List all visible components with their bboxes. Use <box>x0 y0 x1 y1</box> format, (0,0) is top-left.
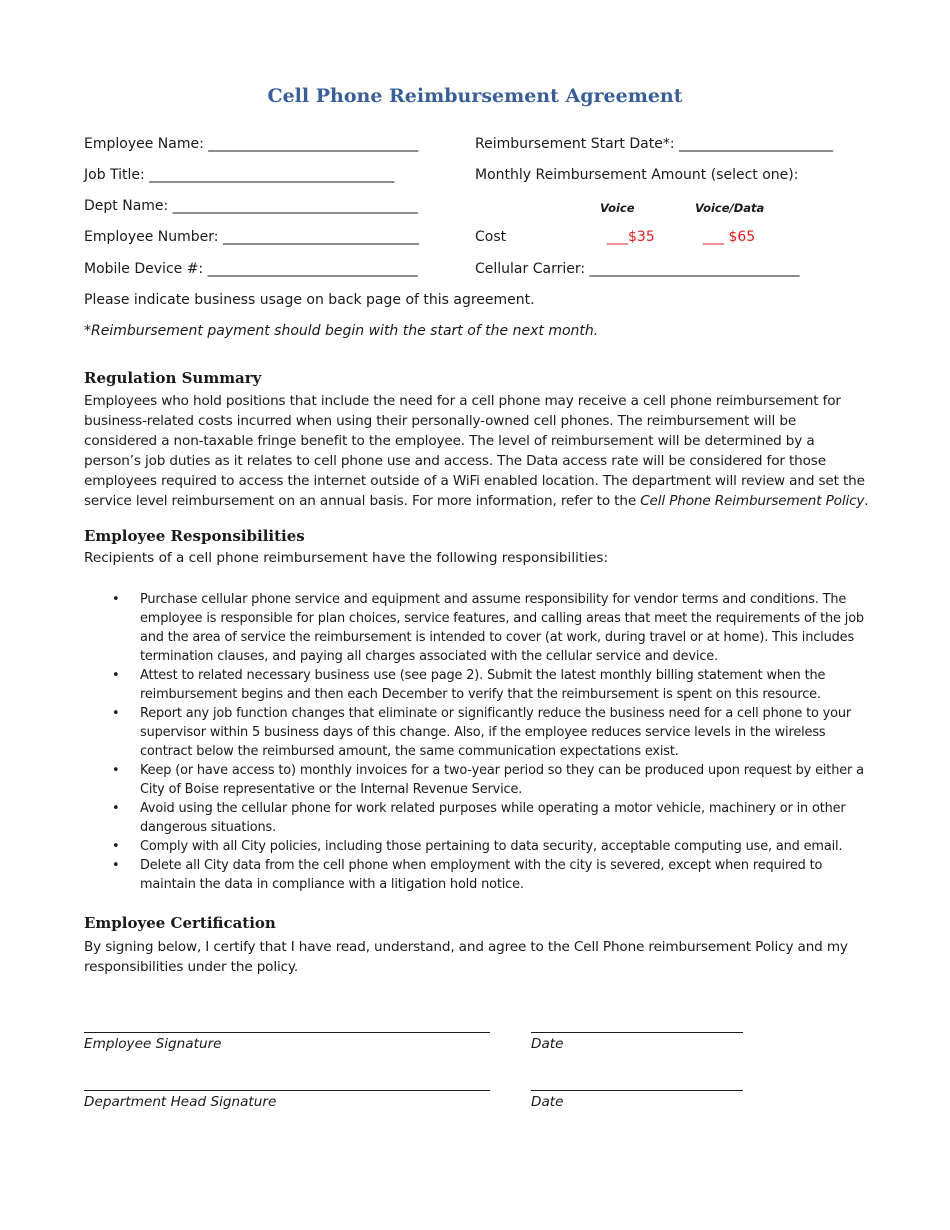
document-title: Cell Phone Reimbursement Agreement <box>267 85 683 107</box>
bullet-icon: • <box>112 839 120 854</box>
employee-name-field[interactable]: Employee Name: ______________________________ <box>84 136 419 152</box>
regulation-line: employees required to access the internet outside of a WiFi enabled location. The department will review and set the <box>84 473 865 489</box>
employee-signature-label: Employee Signature <box>84 1036 222 1052</box>
voice-column-header: Voice <box>600 201 635 215</box>
list-item-text: Avoid using the cellular phone for work related purposes while operating a motor vehicle, machinery or in other dangerous situations. <box>140 801 846 835</box>
bullet-icon: • <box>112 858 120 873</box>
list-item-text: Delete all City data from the cell phone when employment with the city is severed, except when required to maintain the data in compliance with a litigation hold notice. <box>140 858 823 892</box>
list-item <box>84 837 874 856</box>
voice-data-column-header: Voice/Data <box>695 201 765 215</box>
bullet-icon: • <box>112 668 120 683</box>
payment-start-note: *Reimbursement payment should begin with the start of the next month. <box>84 323 599 339</box>
regulation-line: business-related costs incurred when using their personally-owned cell phones. The reimbursement will be <box>84 413 797 429</box>
dept-name-field[interactable]: Dept Name: ___________________________________ <box>84 198 418 214</box>
regulation-line: person’s job duties as it relates to cell phone use and access. The Data access rate will be considered for those <box>84 453 826 469</box>
regulation-line: considered a non-taxable fringe benefit to the employee. The level of reimbursement will be determined by a <box>84 433 815 449</box>
employee-number-field[interactable]: Employee Number: ____________________________ <box>84 229 419 245</box>
department-head-date-label: Date <box>531 1094 564 1110</box>
list-item <box>84 590 874 666</box>
voice-35-option[interactable]: ___$35 <box>607 229 655 245</box>
monthly-amount-label: Monthly Reimbursement Amount (select one): <box>475 167 799 183</box>
business-usage-note: Please indicate business usage on back page of this agreement. <box>84 292 535 308</box>
cellular-carrier-field[interactable]: Cellular Carrier: ______________________________ <box>475 261 800 277</box>
responsibilities-heading: Employee Responsibilities <box>84 527 305 545</box>
department-head-signature-label: Department Head Signature <box>84 1094 277 1110</box>
employee-signature-line[interactable] <box>84 1032 490 1033</box>
list-item <box>84 666 874 704</box>
department-head-signature-line[interactable] <box>84 1090 490 1091</box>
regulation-summary-heading: Regulation Summary <box>84 369 262 387</box>
responsibilities-intro: Recipients of a cell phone reimbursement have the following responsibilities: <box>84 550 609 566</box>
start-date-field[interactable]: Reimbursement Start Date*: ______________________ <box>475 136 834 152</box>
job-title-field[interactable]: Job Title: ___________________________________ <box>84 167 395 183</box>
responsibilities-list <box>84 590 874 894</box>
regulation-line-end: . <box>864 493 869 509</box>
bullet-icon: • <box>112 592 120 607</box>
list-item-text: Attest to related necessary business use (see page 2). Submit the latest monthly billing statement when the reimbursement begins and then each December to verify that the reimbursement is spent on this resource. <box>140 668 826 702</box>
cost-label: Cost <box>475 229 507 245</box>
certification-text <box>84 937 874 977</box>
bullet-icon: • <box>112 763 120 778</box>
regulation-line: Employees who hold positions that include the need for a cell phone may receive a cell phone reimbursement for <box>84 393 841 409</box>
employee-date-line[interactable] <box>531 1032 743 1033</box>
certification-line: responsibilities under the policy. <box>84 959 299 975</box>
bullet-icon: • <box>112 801 120 816</box>
list-item-text: Keep (or have access to) monthly invoices for a two-year period so they can be produced upon request by either a City of Boise representative or the Internal Revenue Service. <box>140 763 864 797</box>
list-item-text: Report any job function changes that eliminate or significantly reduce the business need for a cell phone to your supervisor within 5 business days of this change. Also, if the employee reduces service levels in the wireless contract below the reimbursed amount, the same communication expectations exist. <box>140 706 852 759</box>
mobile-device-field[interactable]: Mobile Device #: ______________________________ <box>84 261 418 277</box>
list-item <box>84 704 874 761</box>
voice-data-65-option[interactable]: ___ $65 <box>703 229 756 245</box>
list-item <box>84 856 874 894</box>
department-head-date-line[interactable] <box>531 1090 743 1091</box>
regulation-line: service level reimbursement on an annual basis. For more information, refer to the <box>84 493 641 509</box>
certification-line: By signing below, I certify that I have read, understand, and agree to the Cell Phone reimbursement Policy and my <box>84 939 848 955</box>
certification-heading: Employee Certification <box>84 914 276 932</box>
bullet-icon: • <box>112 706 120 721</box>
list-item <box>84 799 874 837</box>
policy-reference: Cell Phone Reimbursement Policy <box>640 493 865 509</box>
regulation-summary-text <box>84 391 874 511</box>
list-item <box>84 761 874 799</box>
list-item-text: Purchase cellular phone service and equipment and assume responsibility for vendor terms and conditions. The employee is responsible for plan choices, service features, and calling areas that meet the requirements of the job and the area of service the reimbursement is intended to cover (at work, during travel or at home). This includes termination clauses, and paying all charges associated with the cellular service and device. <box>140 592 864 664</box>
employee-date-label: Date <box>531 1036 564 1052</box>
list-item-text: Comply with all City policies, including those pertaining to data security, acceptable computing use, and email. <box>140 839 843 854</box>
